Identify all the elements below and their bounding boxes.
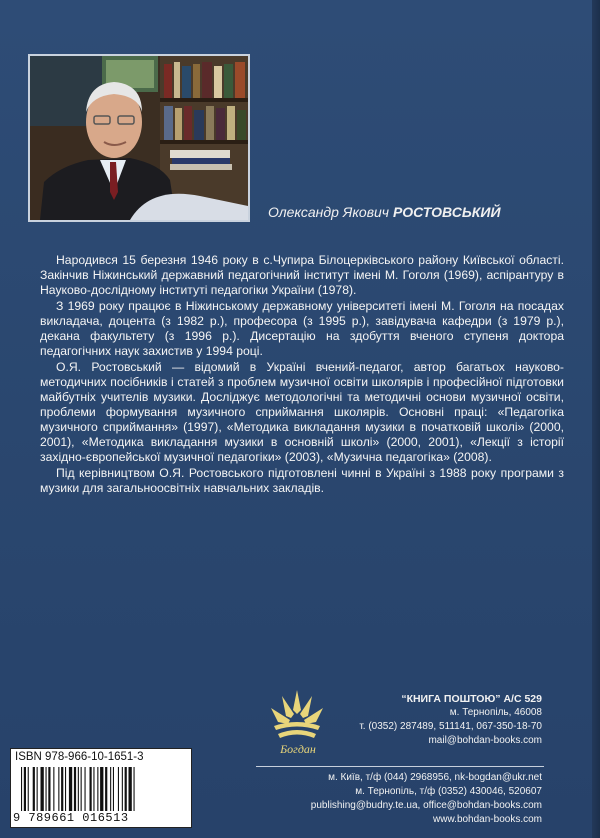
barcode-bar [90,767,92,811]
barcode-bar [33,767,35,811]
barcode-bar [58,767,59,811]
bio-paragraph: Під керівництвом О.Я. Ростовського підготовлені чинні в Україні з 1988 року програми з музики для загальноосвітніх навчальних закладів. [40,466,564,495]
barcode-bar [105,767,107,811]
barcode-bar [21,767,22,811]
contact-emails: publishing@budny.te.ua, office@bohdan-books.com [310,800,542,811]
barcode-bar [37,767,38,811]
barcode-bar [122,767,123,811]
author-biography [40,253,564,497]
divider-line [256,766,544,767]
barcode-bars [17,767,187,811]
barcode-bar [74,767,76,811]
barcode-bar [46,767,47,811]
publisher-city: м. Тернопіль, 46008 [449,707,542,718]
bio-paragraph: Народився 15 березня 1946 року в с.Чупира Білоцерківського району Київської області. Закінчив Ніжинський державний педагогічний інститут імені М. Гоголя (1969), аспірантуру в Науково-дослідному інституті педагогіки України (1978). [40,253,564,297]
barcode-bar [65,767,66,811]
barcode-bar [113,767,114,811]
publisher-contacts [260,771,542,827]
publisher-info [340,692,542,748]
barcode-bar [61,767,63,811]
publisher-phone: т. (0352) 287489, 511141, 067-350-18-70 [359,721,542,732]
spine-edge [592,0,600,838]
isbn-label: ISBN 978-966-10-1651-3 [15,751,144,763]
contact-kyiv: м. Київ, т/ф (044) 2968956, nk-bogdan@ukr.net [328,772,542,783]
publisher-name: “КНИГА ПОШТОЮ” А/С 529 [401,693,542,705]
barcode-bar [125,767,127,811]
bio-paragraph: З 1969 року працює в Ніжинському державному університеті імені М. Гоголя на посадах викладача, доцента (з 1982 р.), професора (з 1995 р.), завідувача кафедри (з 1979 р.), декана факультету (з 1996 р.). Дисертацію на здобуття вченого ступеня доктора педагогічних наук захистив у 1994 році. [40,299,564,358]
barcode-bar [81,767,82,811]
bio-paragraph: О.Я. Ростовський — відомий в Україні вчений-педагог, автор багатьох науково-методичних посібників і статей з проблем музичної освіти школярів і професійної підготовки майбутніх учителів музики. Досліджує методологічні та методичні основи музичної освіти, проблеми формування музичного сприймання школярів. Основні праці: «Педагогіка музичного сприймання» (1997), «Методика викладання музики в початковій школі» (2000, 2001), «Методика викладання музики в основній школі» (2000, 2001), «Лекції з історії західно-європейської музичної педагогіки» (2003), «Музична педагогіка» (2008). [40,360,564,464]
barcode-bar [100,767,103,811]
publisher-logo-text: Богдан [280,742,316,756]
barcode-digits: 9 789661 016513 [13,811,129,825]
barcode-bar [53,767,54,811]
author-name [268,204,501,220]
barcode-bar [48,767,50,811]
barcode-bar [93,767,94,811]
barcode-bar [134,767,135,811]
barcode-bar [24,767,26,811]
isbn-barcode [10,748,192,828]
barcode-bar [69,767,72,811]
author-surname: РОСТОВСЬКИЙ [392,204,501,220]
barcode-bar [41,767,44,811]
barcode-bar [97,767,98,811]
contact-ternopil: м. Тернопіль, т/ф (0352) 430046, 520607 [355,786,542,797]
author-photo [28,54,250,222]
contact-web: www.bohdan-books.com [433,814,542,825]
barcode-bar [28,767,29,811]
barcode-bar [129,767,132,811]
barcode-bar [85,767,86,811]
barcode-bar [110,767,111,811]
barcode-bar [78,767,79,811]
publisher-mail: mail@bohdan-books.com [428,735,542,746]
barcode-bar [118,767,119,811]
author-first-names: Олександр Якович [268,204,390,220]
